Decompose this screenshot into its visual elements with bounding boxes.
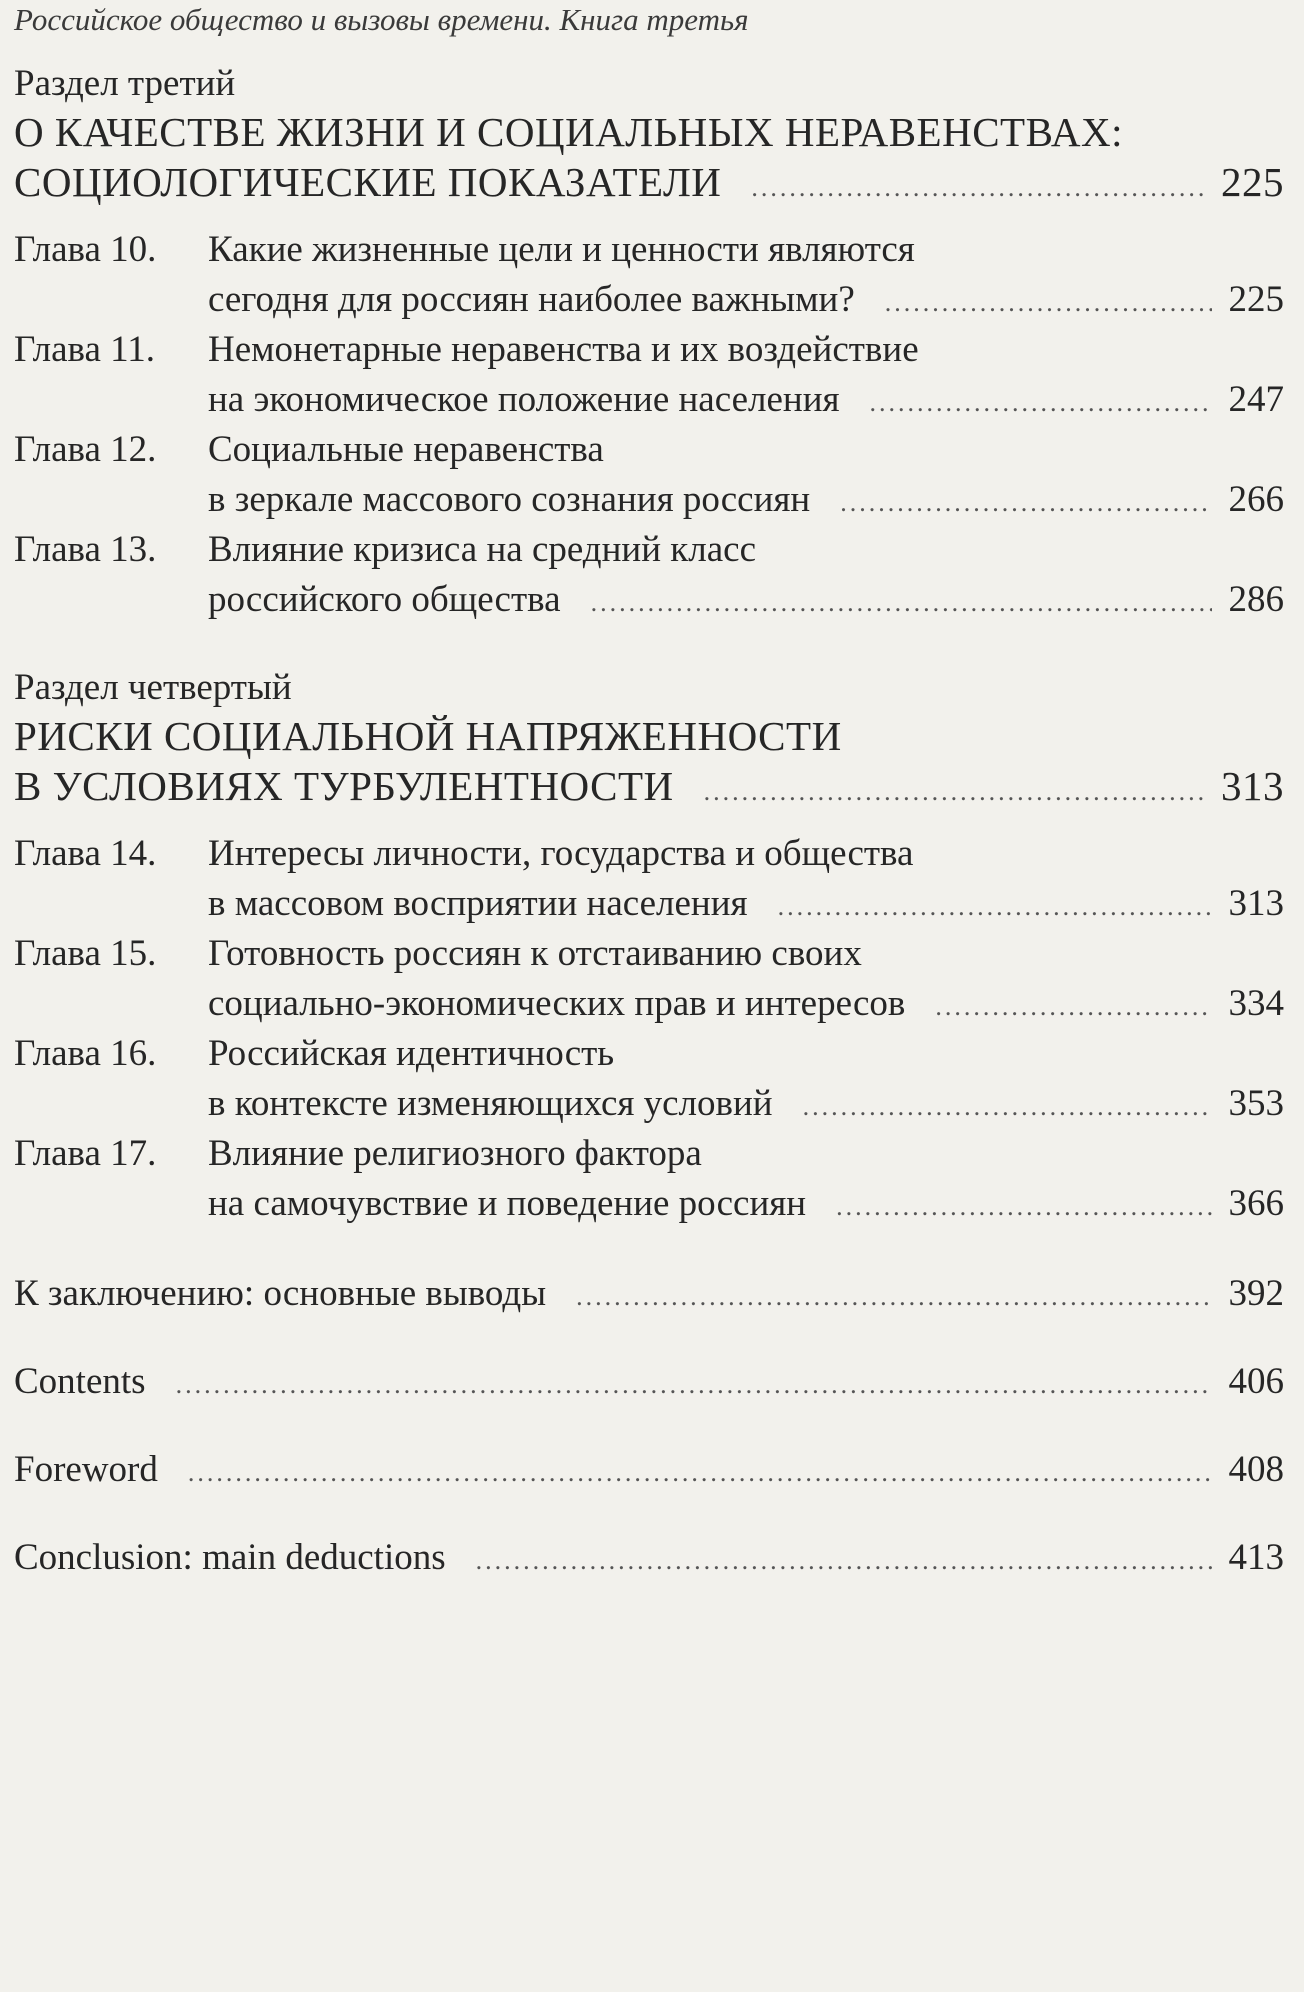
chapter-entry-continuation [208, 478, 1284, 528]
chapter-entry [14, 428, 1284, 478]
chapter-entry-continuation [208, 378, 1284, 428]
leader-dots [476, 1546, 1212, 1576]
section-title-text: СОЦИОЛОГИЧЕСКИЕ ПОКАЗАТЕЛИ [14, 159, 722, 205]
section-title-line [14, 712, 1284, 762]
chapter-entry [14, 832, 1284, 882]
leader-dots [870, 388, 1212, 418]
section-label: Раздел третий [14, 63, 236, 104]
chapter-entry-continuation [208, 1182, 1284, 1232]
chapter-entry [14, 1132, 1284, 1182]
page-number: 247 [1228, 379, 1284, 420]
entry-title: Contents [14, 1361, 146, 1402]
page-number: 353 [1228, 1083, 1284, 1124]
chapter-entry [14, 328, 1284, 378]
page-number: 286 [1228, 579, 1284, 620]
page-number: 225 [1221, 159, 1284, 205]
chapter-number: Глава 15. [14, 933, 157, 974]
leader-dots [803, 1092, 1212, 1122]
entry-title: Conclusion: main deductions [14, 1537, 446, 1578]
leader-dots [576, 1282, 1212, 1312]
english-entry [14, 1448, 1284, 1498]
leader-dots [704, 777, 1207, 807]
leader-dots [778, 892, 1212, 922]
section-label: Раздел четвертый [14, 667, 292, 708]
section-title-line [14, 158, 1284, 208]
chapter-entry [14, 528, 1284, 578]
chapter-number: Глава 13. [14, 529, 157, 570]
chapter-title: Влияние религиозного фактора [208, 1133, 702, 1174]
section-title-line [14, 762, 1284, 812]
chapter-number: Глава 16. [14, 1033, 157, 1074]
leader-dots [176, 1370, 1212, 1400]
chapter-title: российского общества [208, 579, 561, 620]
chapter-title: социально-экономических прав и интересов [208, 983, 906, 1024]
leader-dots [840, 488, 1212, 518]
running-head: Российское общество и вызовы времени. Книга третья [14, 2, 749, 37]
chapter-title: в зеркале массового сознания россиян [208, 479, 811, 520]
page-number: 406 [1228, 1361, 1284, 1402]
chapter-title: Немонетарные неравенства и их воздействие [208, 329, 919, 370]
chapter-entry-continuation [208, 278, 1284, 328]
entry-title: Foreword [14, 1449, 158, 1490]
section-title-text: О КАЧЕСТВЕ ЖИЗНИ И СОЦИАЛЬНЫХ НЕРАВЕНСТВАХ: [14, 109, 1123, 155]
page-number: 408 [1228, 1449, 1284, 1490]
chapter-title: в массовом восприятии населения [208, 883, 748, 924]
english-entry [14, 1360, 1284, 1410]
chapter-title: на экономическое положение населения [208, 379, 840, 420]
leader-dots [836, 1192, 1212, 1222]
section-title-text: В УСЛОВИЯХ ТУРБУЛЕНТНОСТИ [14, 763, 674, 809]
chapter-title: сегодня для россиян наиболее важными? [208, 279, 855, 320]
page-number: 313 [1228, 883, 1284, 924]
leader-dots [885, 288, 1212, 318]
chapter-title: Российская идентичность [208, 1033, 615, 1074]
chapter-title: Социальные неравенства [208, 429, 604, 470]
page-number: 334 [1228, 983, 1284, 1024]
page-number: 413 [1228, 1537, 1284, 1578]
chapter-number: Глава 11. [14, 329, 156, 370]
leader-dots [935, 992, 1212, 1022]
chapter-title: Влияние кризиса на средний класс [208, 529, 756, 570]
section-title-line [14, 108, 1284, 158]
leader-dots [188, 1458, 1212, 1488]
chapter-number: Глава 14. [14, 833, 157, 874]
chapter-number: Глава 12. [14, 429, 157, 470]
chapter-entry-continuation [208, 982, 1284, 1032]
chapter-title: в контексте изменяющихся условий [208, 1083, 773, 1124]
page-number: 225 [1228, 279, 1284, 320]
chapter-number: Глава 10. [14, 229, 157, 270]
page-number: 313 [1221, 763, 1284, 809]
english-entry [14, 1536, 1284, 1586]
conclusion-entry [14, 1272, 1284, 1322]
chapter-entry-continuation [208, 1082, 1284, 1132]
chapter-number: Глава 17. [14, 1133, 157, 1174]
chapter-entry-continuation [208, 882, 1284, 932]
leader-dots [591, 588, 1212, 618]
chapter-entry [14, 228, 1284, 278]
chapter-entry [14, 1032, 1284, 1082]
chapter-title: Какие жизненные цели и ценности являются [208, 229, 915, 270]
page-number: 266 [1228, 479, 1284, 520]
chapter-title: Готовность россиян к отстаиванию своих [208, 933, 862, 974]
chapter-entry-continuation [208, 578, 1284, 628]
chapter-entry [14, 932, 1284, 982]
chapter-title: Интересы личности, государства и общества [208, 833, 914, 874]
chapter-title: на самочувствие и поведение россиян [208, 1183, 807, 1224]
leader-dots [751, 173, 1207, 203]
entry-title: К заключению: основные выводы [14, 1273, 547, 1314]
section-title-text: РИСКИ СОЦИАЛЬНОЙ НАПРЯЖЕННОСТИ [14, 713, 842, 759]
page-number: 366 [1228, 1183, 1284, 1224]
page-number: 392 [1228, 1273, 1284, 1314]
